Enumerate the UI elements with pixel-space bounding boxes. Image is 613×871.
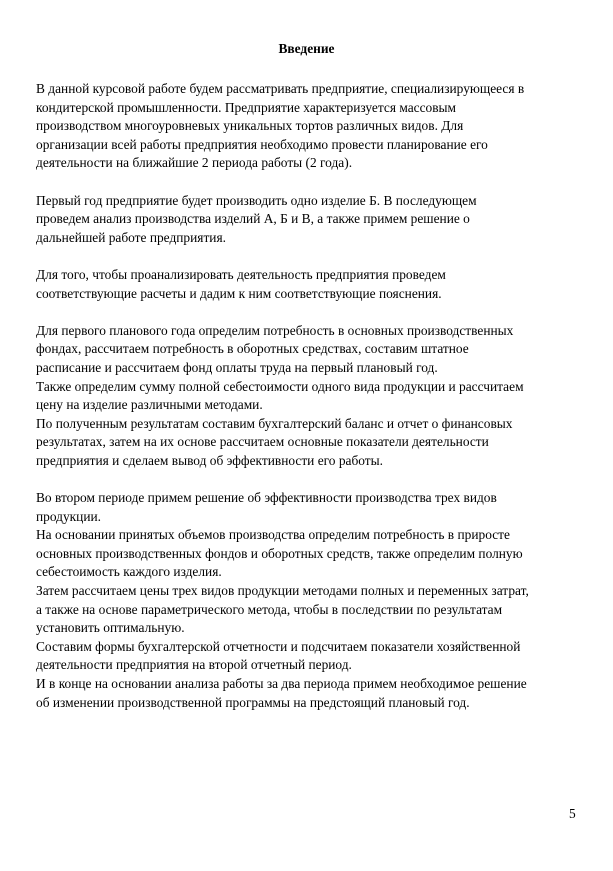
- paragraph-analysis: [36, 266, 584, 303]
- text-line: Для первого планового года определим потребность в основных производственных: [36, 322, 514, 338]
- text-line: По полученным результатам составим бухгалтерский баланс и отчет о финансовых: [36, 415, 513, 431]
- text-line: Также определим сумму полной себестоимости одного вида продукции и рассчитаем: [36, 378, 524, 394]
- text-line: цену на изделие различными методами.: [36, 397, 263, 413]
- text-line: деятельности на ближайшие 2 периода работы (2 года).: [36, 155, 353, 171]
- text-line: продукции.: [36, 508, 102, 524]
- text-line: результатах, затем на их основе рассчитаем основные показатели деятельности: [36, 434, 489, 450]
- text-line: установить оптимальную.: [36, 620, 185, 636]
- paragraph-introduction: [36, 80, 584, 173]
- text-line: основных производственных фондов и оборотных средств, также определим полную: [36, 545, 523, 561]
- text-line: фондах, рассчитаем потребность в оборотных средствах, составим штатное: [36, 341, 469, 357]
- text-line: Составим формы бухгалтерской отчетности и подсчитаем показатели хозяйственной: [36, 638, 521, 654]
- paragraph-second-period: [36, 489, 584, 712]
- text-line: соответствующие расчеты и дадим к ним соответствующие пояснения.: [36, 285, 442, 301]
- text-line: а также на основе параметрического метода, чтобы в последствии по результатам: [36, 601, 503, 617]
- text-line: Во втором периоде примем решение об эффективности производства трех видов: [36, 490, 497, 506]
- text-line: предприятия и сделаем вывод об эффективности его работы.: [36, 452, 384, 468]
- text-line: себестоимость каждого изделия.: [36, 564, 222, 580]
- text-line: Первый год предприятие будет производить одно изделие Б. В последующем: [36, 192, 477, 208]
- page-title: Введение: [278, 41, 335, 56]
- paragraph-first-year: [36, 192, 584, 248]
- text-line: организации всей работы предприятия необходимо провести планирование его: [36, 136, 488, 152]
- text-line: расписание и рассчитаем фонд оплаты труда на первый плановый год.: [36, 359, 438, 375]
- text-line: В данной курсовой работе будем рассматривать предприятие, специализирующееся в: [36, 81, 525, 96]
- text-line: кондитерской промышленности. Предприятие характеризуется массовым: [36, 99, 457, 115]
- text-line: Затем рассчитаем цены трех видов продукции методами полных и переменных затрат,: [36, 583, 529, 599]
- text-line: проведем анализ производства изделий А, Б и В, а также примем решение о: [36, 211, 470, 227]
- text-line: дальнейшей работе предприятия.: [36, 229, 226, 245]
- paragraph-first-plan-year: [36, 322, 584, 471]
- text-line: об изменении производственной программы на предстоящий плановый год.: [36, 694, 470, 710]
- page-number: 5: [569, 806, 576, 821]
- text-line: деятельности предприятия на второй отчетный период.: [36, 657, 352, 673]
- text-line: производством многоуровневых уникальных тортов различных видов. Для: [36, 118, 464, 134]
- text-line: Для того, чтобы проанализировать деятельность предприятия проведем: [36, 266, 446, 282]
- text-line: И в конце на основании анализа работы за два периода примем необходимое решение: [36, 676, 527, 691]
- document-body: [36, 80, 584, 731]
- text-line: На основании принятых объемов производства определим потребность в приросте: [36, 527, 510, 543]
